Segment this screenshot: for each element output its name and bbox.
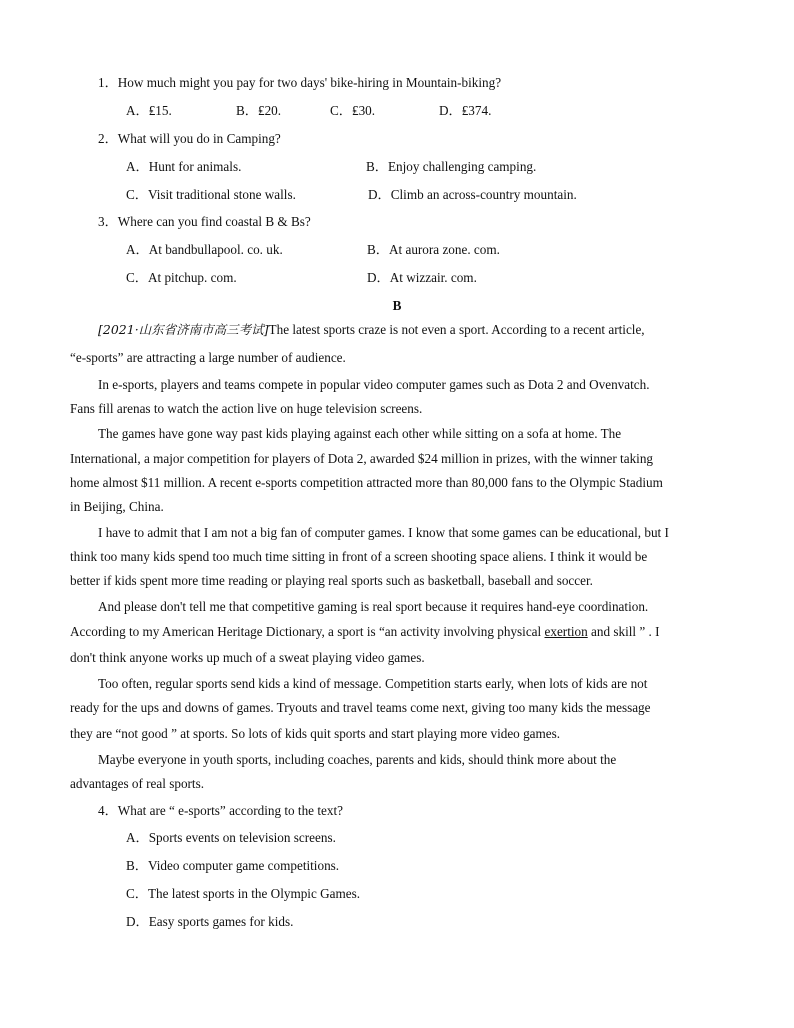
passage-line: think too many kids spend too much time sitting in front of a screen shooting space aliens. I think it would be xyxy=(70,549,648,564)
q2-option-a: A．Hunt for animals. xyxy=(126,159,242,174)
q2-option-c: C．Visit traditional stone walls. xyxy=(126,187,296,202)
q3-option-b: B．At aurora zone. com. xyxy=(367,242,500,257)
passage-line: I have to admit that I am not a big fan of computer games. I know that some games can be educational, but I xyxy=(98,525,669,540)
passage-line: they are “not good ” at sports. So lots of kids quit sports and start playing more video games. xyxy=(70,726,561,741)
q3-option-c: C．At pitchup. com. xyxy=(126,270,237,285)
passage-text: and skill ” . I xyxy=(587,624,660,639)
section-heading: B xyxy=(392,298,402,313)
q1-option-b: B．₤20. xyxy=(236,103,282,118)
passage-line: better if kids spent more time reading or playing real sports such as basketball, baseball and soccer. xyxy=(70,573,593,588)
passage-line: Maybe everyone in youth sports, including coaches, parents and kids, should think more about the xyxy=(98,752,617,767)
q4-stem: 4．What are “ e-sports” according to the text? xyxy=(98,803,343,818)
passage-line: In e-sports, players and teams compete in popular video computer games such as Dota 2 and Ovenvatch. xyxy=(98,377,650,392)
q3-option-a: A．At bandbullapool. co. uk. xyxy=(126,242,283,257)
passage-line: advantages of real sports. xyxy=(70,776,205,791)
q3-stem: 3．Where can you find coastal B & Bs? xyxy=(98,214,311,229)
passage-line: Fans fill arenas to watch the action live on huge television screens. xyxy=(70,401,423,416)
passage-text: According to my American Heritage Dictionary, a sport is “an activity involving physical xyxy=(70,624,545,639)
source-tag: [2021·山东省济南市高三考试] xyxy=(98,322,269,337)
q4-option-b: B．Video computer game competitions. xyxy=(126,858,340,873)
q1-stem: 1．How much might you pay for two days' bike-hiring in Mountain-biking? xyxy=(98,75,502,90)
q1-option-c: C．₤30. xyxy=(330,103,376,118)
q4-option-d: D．Easy sports games for kids. xyxy=(126,914,294,929)
passage-line: Too often, regular sports send kids a kind of message. Competition starts early, when lots of kids are not xyxy=(98,676,648,691)
q2-option-b: B．Enjoy challenging camping. xyxy=(366,159,537,174)
q1-option-d: D．₤374. xyxy=(439,103,492,118)
q2-option-d: D．Climb an across-country mountain. xyxy=(368,187,577,202)
passage-line: home almost $11 million. A recent e-sports competition attracted more than 80,000 fans to the Olympic Stadium xyxy=(70,475,663,490)
q3-option-d: D．At wizzair. com. xyxy=(367,270,477,285)
q2-stem: 2．What will you do in Camping? xyxy=(98,131,281,146)
passage-line-1 xyxy=(98,321,645,339)
passage-line: The games have gone way past kids playing against each other while sitting on a sofa at home. The xyxy=(98,426,622,441)
passage-line: “e-sports” are attracting a large number of audience. xyxy=(70,350,346,365)
passage-line: And please don't tell me that competitive gaming is real sport because it requires hand-eye coordination. xyxy=(98,599,649,614)
passage-line: International, a major competition for players of Dota 2, awarded $24 million in prizes, with the winner taking xyxy=(70,451,654,466)
passage-text: The latest sports craze is not even a sport. According to a recent article, xyxy=(268,322,645,337)
q4-option-a: A．Sports events on television screens. xyxy=(126,830,336,845)
q1-option-a: A．₤15. xyxy=(126,103,172,118)
passage-line xyxy=(70,623,660,641)
passage-line: don't think anyone works up much of a sweat playing video games. xyxy=(70,650,425,665)
passage-line: in Beijing, China. xyxy=(70,499,164,514)
passage-line: ready for the ups and downs of games. Tryouts and travel teams come next, giving too many kids the message xyxy=(70,700,651,715)
underlined-word: exertion xyxy=(544,624,588,639)
q4-option-c: C．The latest sports in the Olympic Games. xyxy=(126,886,361,901)
